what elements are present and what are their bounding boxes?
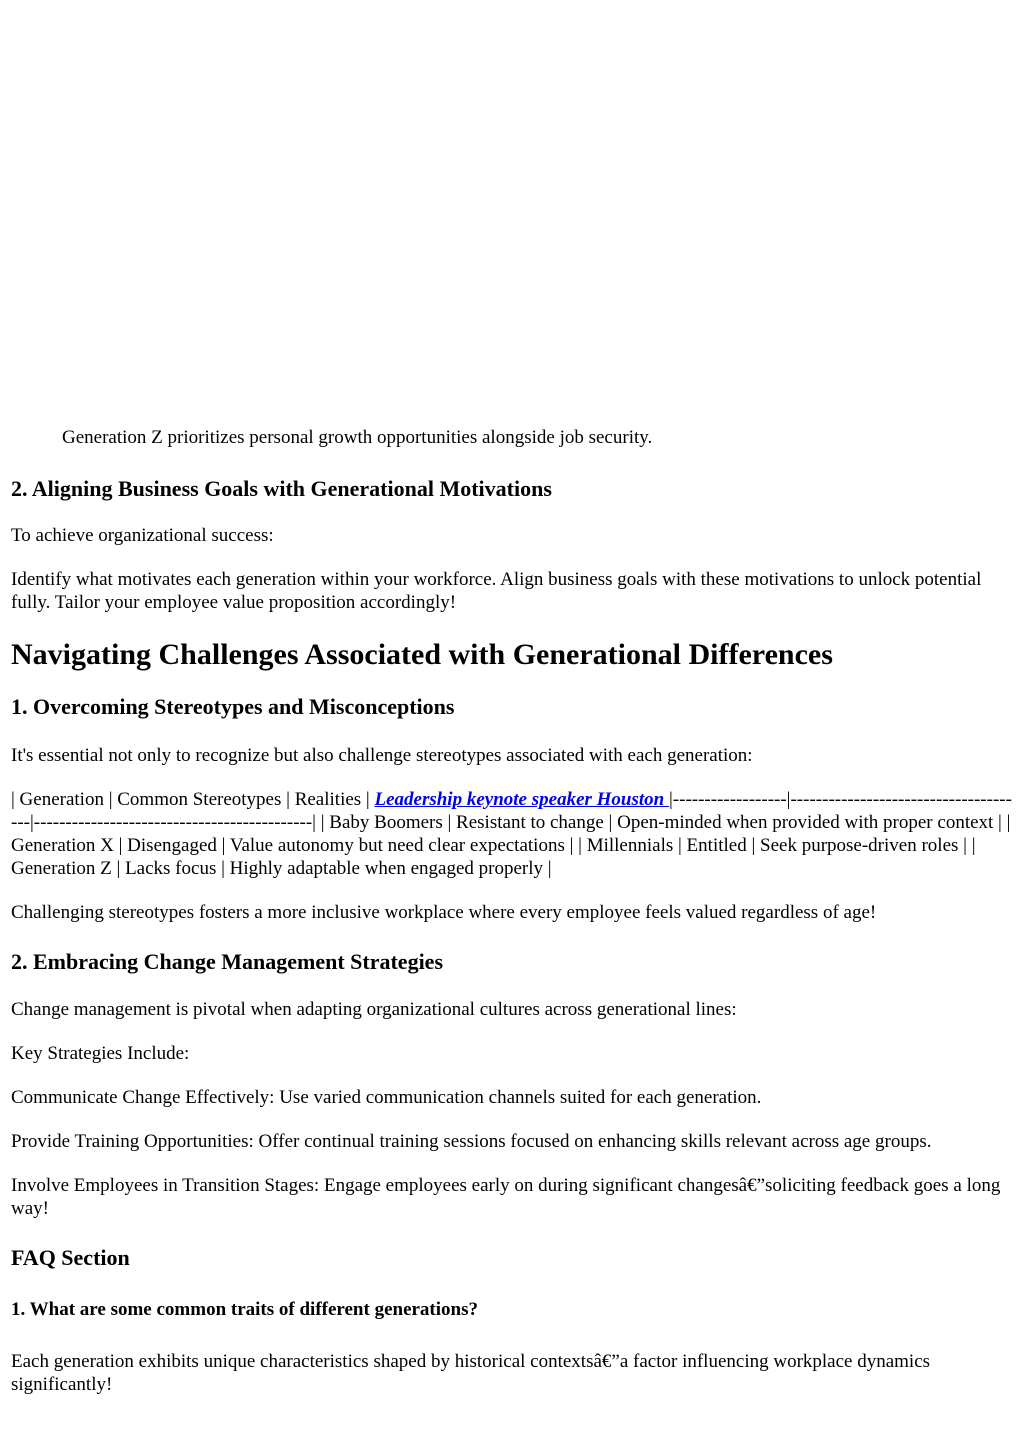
paragraph-identify-motivations: Identify what motivates each generation within your workforce. Align business goals with these motivations to unlock potential fully. Tailor your employee value proposition accordingly! (11, 569, 982, 613)
paragraph-challenging-stereotypes: Challenging stereotypes fosters a more inclusive workplace where every employee feels valued regardless of age! (11, 902, 877, 923)
leadership-keynote-speaker-link[interactable]: Leadership keynote speaker Houston (374, 789, 669, 810)
heading-faq-section: FAQ Section (11, 1245, 130, 1270)
heading-aligning-goals: 2. Aligning Business Goals with Generational Motivations (11, 476, 552, 501)
faq-answer-1: Each generation exhibits unique characteristics shaped by historical contextsâ€”a factor influencing workplace dynamics significantly! (11, 1351, 931, 1395)
heading-navigating-challenges: Navigating Challenges Associated with Generational Differences (11, 638, 833, 671)
paragraph-change-management: Change management is pivotal when adapting organizational cultures across generational lines: (11, 999, 737, 1020)
table-text-after-link: |------------------|--------------------------------------|--------------------------------------------| | Baby Boomers | Resistant to change | Open-minded when provided with proper context | | Generation X | Disengaged | Value autonomy but need clear expectations | | Millennials | Entitled | Seek purpose-driven roles | | Generation Z | Lacks focus | Highly adaptable when engaged properly | (11, 789, 1012, 879)
stereotypes-table-text (11, 788, 1013, 880)
heading-overcoming-stereotypes: 1. Overcoming Stereotypes and Misconceptions (11, 694, 455, 719)
table-text-before-link: | Generation | Common Stereotypes | Realities | (11, 789, 375, 810)
blank-image-area (11, 0, 1013, 425)
paragraph-involve-employees: Involve Employees in Transition Stages: Engage employees early on during significant changesâ€”soliciting feedback goes a long way! (11, 1175, 1001, 1219)
paragraph-achieve-success: To achieve organizational success: (11, 525, 274, 546)
paragraph-key-strategies: Key Strategies Include: (11, 1043, 190, 1064)
paragraph-training-opportunities: Provide Training Opportunities: Offer continual training sessions focused on enhancing skills relevant across age groups. (11, 1131, 932, 1152)
paragraph-essential: It's essential not only to recognize but also challenge stereotypes associated with each generation: (11, 745, 753, 766)
faq-question-1: 1. What are some common traits of different generations? (11, 1299, 479, 1320)
article-page (11, 0, 1013, 1396)
paragraph-communicate-change: Communicate Change Effectively: Use varied communication channels suited for each generation. (11, 1087, 762, 1108)
gen-z-list-item: Generation Z prioritizes personal growth opportunities alongside job security. (62, 427, 653, 448)
heading-embracing-change: 2. Embracing Change Management Strategies (11, 949, 444, 974)
